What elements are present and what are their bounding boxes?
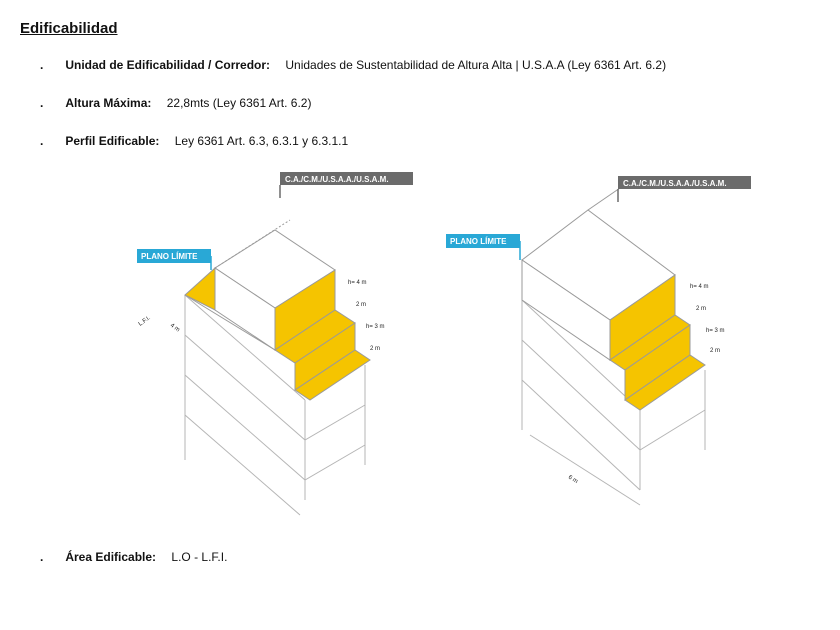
left-upper-volume	[185, 220, 370, 400]
bullet: .	[40, 58, 44, 72]
right-upper-volume	[522, 188, 705, 410]
item-unidad	[40, 58, 666, 72]
left-dim-4m: 4 m	[168, 322, 181, 334]
item-area	[40, 550, 227, 564]
left-dim-2m-a: 2 m	[356, 302, 367, 308]
left-dim-2m-b: 2 m	[370, 346, 381, 352]
left-tag-plano-text: PLANO LÍMITE	[141, 252, 198, 261]
building-profile-diagram	[0, 160, 840, 540]
item-label: Altura Máxima:	[65, 96, 152, 110]
item-label: Perfil Edificable:	[65, 134, 160, 148]
left-dim-h4: h= 4 m	[348, 280, 367, 286]
left-lfi-label: L.F.I.	[137, 315, 152, 328]
right-dim-h3: h= 3 m	[706, 328, 725, 334]
left-tag-top	[280, 172, 413, 198]
section-title: Edificabilidad	[20, 20, 118, 37]
item-altura	[40, 96, 311, 110]
right-tag-top-text: C.A./C.M./U.S.A.A./U.S.A.M.	[623, 179, 727, 188]
bullet: .	[40, 134, 44, 148]
left-diagram	[137, 172, 413, 515]
item-value: 22,8mts (Ley 6361 Art. 6.2)	[166, 96, 312, 110]
item-value: Unidades de Sustentabilidad de Altura Alta | U.S.A.A (Ley 6361 Art. 6.2)	[285, 58, 667, 72]
bullet: .	[40, 96, 44, 110]
item-label: Unidad de Edificabilidad / Corredor:	[65, 58, 271, 72]
right-dim-h4: h= 4 m	[690, 284, 709, 290]
right-diagram	[446, 176, 751, 505]
left-tag-plano	[137, 249, 211, 270]
right-tag-plano	[446, 234, 520, 260]
item-value: L.O - L.F.I.	[171, 550, 228, 564]
item-label: Área Edificable:	[65, 550, 157, 564]
right-tag-top	[618, 176, 751, 202]
left-dim-h3: h= 3 m	[366, 324, 385, 330]
right-dim-2m-b: 2 m	[710, 348, 721, 354]
right-dim-base: 6 m	[566, 474, 579, 486]
left-tag-top-text: C.A./C.M./U.S.A.A./U.S.A.M.	[285, 175, 389, 184]
right-dim-2m-a: 2 m	[696, 306, 707, 312]
bullet: .	[40, 550, 44, 564]
item-perfil	[40, 134, 348, 148]
right-tag-plano-text: PLANO LÍMITE	[450, 237, 507, 246]
item-value: Ley 6361 Art. 6.3, 6.3.1 y 6.3.1.1	[174, 134, 349, 148]
